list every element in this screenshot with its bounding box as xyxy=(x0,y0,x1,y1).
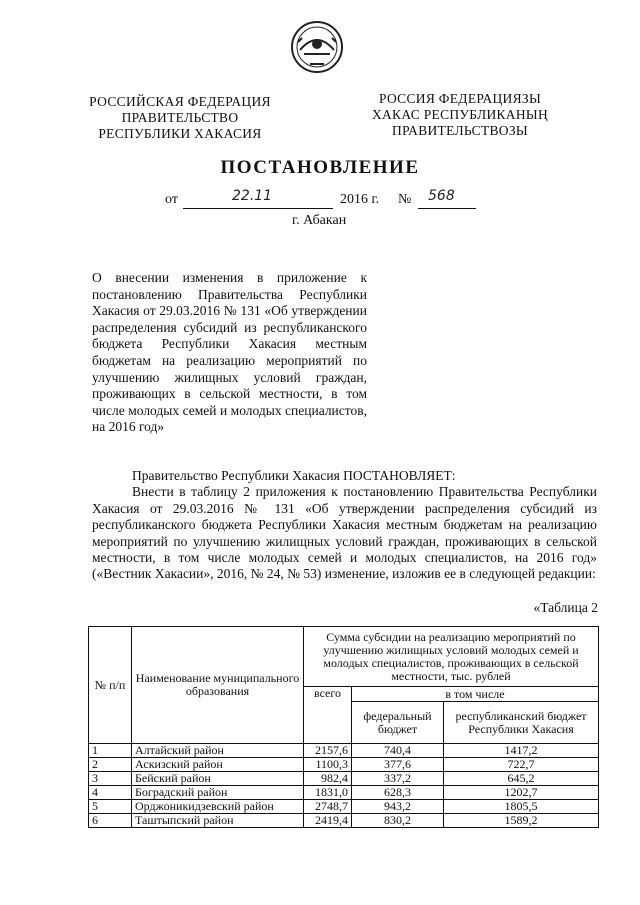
row-name: Боградский район xyxy=(132,786,304,800)
header-republic: республиканский бюджет Республики Хакасия xyxy=(444,702,599,744)
header-left-line: РОССИЙСКАЯ ФЕДЕРАЦИЯ xyxy=(89,94,271,109)
row-number: 2 xyxy=(89,758,132,772)
header-left-line: ПРАВИТЕЛЬСТВО xyxy=(121,110,239,125)
header-right xyxy=(360,91,560,139)
body-paragraph: Правительство Республики Хакасия ПОСТАНОВЛЯЕТ: xyxy=(132,468,456,483)
table-row xyxy=(89,772,599,786)
row-total: 2157,6 xyxy=(304,744,352,758)
row-number: 4 xyxy=(89,786,132,800)
row-name: Таштыпский район xyxy=(132,814,304,828)
row-republic: 1805,5 xyxy=(444,800,599,814)
header-right-line: ПРАВИТЕЛЬСТВОЗЫ xyxy=(392,123,528,138)
row-republic: 645,2 xyxy=(444,772,599,786)
row-number: 3 xyxy=(89,772,132,786)
number-label: № xyxy=(398,192,412,207)
header-federal: федеральный бюджет xyxy=(352,702,444,744)
row-number: 1 xyxy=(89,744,132,758)
date-underline xyxy=(183,208,333,209)
table-row xyxy=(89,758,599,772)
number-handwritten: 568 xyxy=(428,188,455,204)
row-total: 1100,3 xyxy=(304,758,352,772)
row-republic: 722,7 xyxy=(444,758,599,772)
row-federal: 337,2 xyxy=(352,772,444,786)
header-sum: Сумма субсидии на реализацию мероприятий по улучшению жилищных условий молодых семей и молодых специалистов, проживающих в сельской местности, тыс. рублей xyxy=(304,627,599,687)
table-label: «Таблица 2 xyxy=(533,600,598,615)
body-paragraph: Внести в таблицу 2 приложения к постановлению Правительства Республики Хакасия от 29.03.2016 № 131 «Об утверждении распределения субсидий из республиканского бюджета Республики Хакасия местным бюджетам на реализацию мероприятий по улучшению жилищных условий граждан, проживающих в сельской местности, в том числе молодых семей и молодых специалистов, на 2016 год» («Вестник Хакасии», 2016, № 24, № 53) изменение, изложив ее в следующей редакции: xyxy=(92,484,597,582)
coat-of-arms-emblem xyxy=(290,20,344,74)
subsidy-table xyxy=(88,626,599,828)
row-name: Алтайский район xyxy=(132,744,304,758)
city: г. Абакан xyxy=(292,213,347,228)
row-number: 5 xyxy=(89,800,132,814)
header-name: Наименование муниципального образования xyxy=(132,627,304,744)
row-federal: 830,2 xyxy=(352,814,444,828)
row-federal: 740,4 xyxy=(352,744,444,758)
body-text xyxy=(92,468,597,583)
row-total: 1831,0 xyxy=(304,786,352,800)
table-row xyxy=(89,744,599,758)
row-total: 982,4 xyxy=(304,772,352,786)
number-underline xyxy=(418,208,476,209)
header-including: в том числе xyxy=(352,687,599,702)
row-federal: 628,3 xyxy=(352,786,444,800)
table-row xyxy=(89,786,599,800)
row-name: Бейский район xyxy=(132,772,304,786)
table-row xyxy=(89,800,599,814)
row-federal: 943,2 xyxy=(352,800,444,814)
year-label: 2016 г. xyxy=(340,192,380,207)
header-left-line: РЕСПУБЛИКИ ХАКАСИЯ xyxy=(98,126,262,141)
row-republic: 1202,7 xyxy=(444,786,599,800)
row-republic: 1417,2 xyxy=(444,744,599,758)
header-total: всего xyxy=(304,687,352,744)
header-right-line: ХАКАС РЕСПУБЛИКАНЫҢ xyxy=(371,107,549,122)
row-number: 6 xyxy=(89,814,132,828)
date-handwritten: 22.11 xyxy=(232,188,273,204)
row-total: 2748,7 xyxy=(304,800,352,814)
from-label: от xyxy=(165,192,178,207)
subject-paragraph: О внесении изменения в приложение к постановлению Правительства Республики Хакасия от 29.03.2016 № 131 «Об утверждении распределения субсидий из республиканского бюджета Республики Хакасия местным бюджетам на реализацию мероприятий по улучшению жилищных условий граждан, проживающих в сельской местности, в том числе молодых семей и молодых специалистов, на 2016 год» xyxy=(92,270,367,435)
document-title: ПОСТАНОВЛЕНИЕ xyxy=(220,157,420,178)
row-total: 2419,4 xyxy=(304,814,352,828)
header-right-line: РОССИЯ ФЕДЕРАЦИЯЗЫ xyxy=(378,91,542,106)
header-left xyxy=(85,94,275,142)
row-name: Орджоникидзевский район xyxy=(132,800,304,814)
header-num: № п/п xyxy=(89,627,132,744)
table-row xyxy=(89,814,599,828)
row-name: Аскизский район xyxy=(132,758,304,772)
row-federal: 377,6 xyxy=(352,758,444,772)
row-republic: 1589,2 xyxy=(444,814,599,828)
